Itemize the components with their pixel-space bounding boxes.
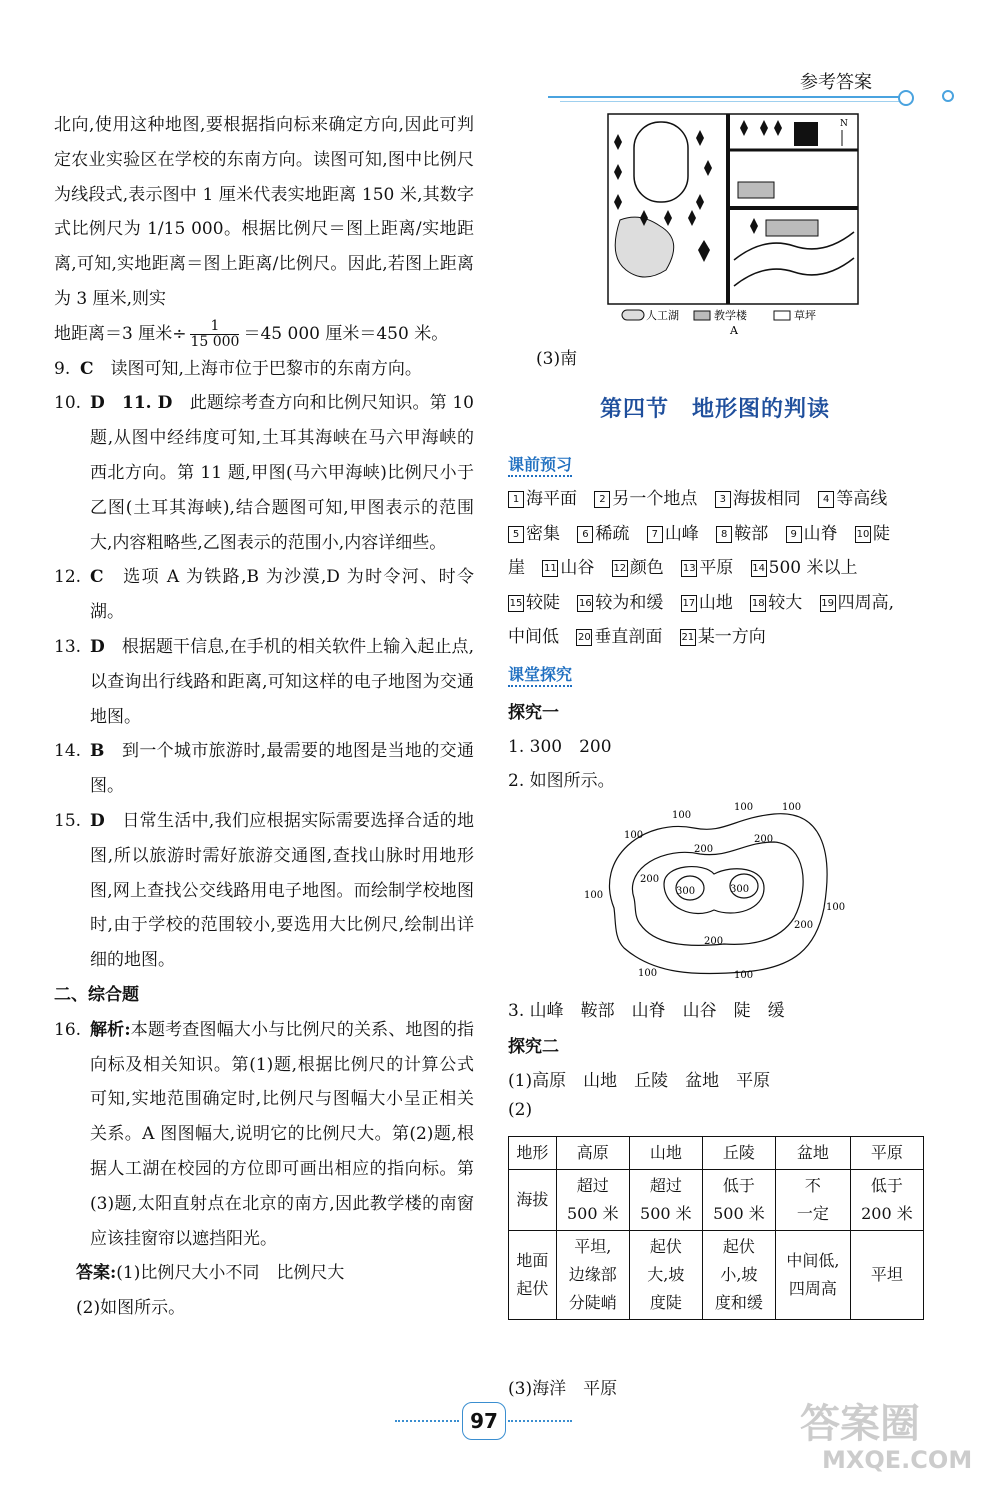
answer-body xyxy=(80,352,474,387)
contour-figure xyxy=(584,798,854,988)
section-title: 第四节 地形图的判读 xyxy=(600,396,831,422)
preview-number-box: 1 xyxy=(508,491,524,508)
preview-text: 密集 xyxy=(526,523,560,544)
table-cell: 超过 500 米 xyxy=(629,1170,702,1231)
watermark-logo: 答案圈 xyxy=(800,1401,920,1447)
table-cell: 平坦 xyxy=(850,1231,923,1320)
table-cell: 起伏 小,坡 度和缓 xyxy=(702,1231,775,1320)
tag-preview-label: 课前预习 xyxy=(508,452,572,477)
explore-two-q3: (3)海洋 平原 xyxy=(508,1379,618,1399)
preview-number-box: 17 xyxy=(681,595,697,612)
preview-text: 另一个地点 xyxy=(612,489,698,509)
answer-body xyxy=(90,630,474,734)
preview-item xyxy=(508,627,559,647)
answer-item xyxy=(54,734,474,804)
preview-text: 垂直剖面 xyxy=(594,627,663,648)
header-title: 参考答案 xyxy=(800,72,872,93)
header-rule-thin xyxy=(560,101,900,102)
explore-two-q2: (2) xyxy=(508,1100,533,1120)
preview-item xyxy=(647,524,699,544)
preview-item xyxy=(508,524,560,544)
table-cell: 海拔 xyxy=(509,1170,557,1231)
tag-explore-label: 课堂探究 xyxy=(508,662,572,687)
contour-label-100: 100 xyxy=(782,802,802,813)
answer-text: 此题综考查方向和比例尺知识。第 10 题,从图中经纬度可知,土耳其海峡在马六甲海峡的西北方向。第 11 题,甲图(马六甲海峡)比例尺小于乙图(土耳其海峡),结合题图可知,甲图表示的范围大,内容粗略些,乙图表示的范围小,内容详细些。 xyxy=(90,393,474,553)
preview-number-box: 4 xyxy=(818,491,834,508)
preview-item xyxy=(508,593,560,613)
legend-grass: 草坪 xyxy=(794,309,816,322)
preview-number-box: 10 xyxy=(855,526,871,543)
answer-line-1 xyxy=(54,1256,474,1291)
page-number: 97 xyxy=(462,1402,506,1440)
analysis-label: 解析: xyxy=(90,1019,131,1040)
answer-choice: B xyxy=(90,741,123,762)
analysis-text: 本题考查图幅大小与比例尺的关系、地图的指向标及相关知识。第(1)题,根据比例尺的计算公式可知,实地范围确定时,比例尺与图幅大小呈正相关关系。A 图图幅大,说明它的比例尺大。第(2)题,根据人工湖在校园的方位即可画出相应的指向标。第(3)题,太阳直射点在北京的南方,因此教学楼的南窗应该挂窗帘以遮挡阳光。 xyxy=(90,1019,475,1249)
answer-text: 根据题干信息,在手机的相关软件上输入起止点,以查询出行线路和距离,可知这样的电子地图为交通地图。 xyxy=(90,636,474,727)
preview-number-box: 11 xyxy=(542,560,558,577)
explore-one-q3: 3. 山峰 鞍部 山脊 山谷 陡 缓 xyxy=(508,1001,785,1021)
preview-item xyxy=(750,593,802,613)
preview-number-box: 12 xyxy=(612,560,628,577)
contour-label-100: 100 xyxy=(826,902,846,913)
table-cell: 起伏 大,坡 度陡 xyxy=(629,1231,702,1320)
preview-text: 山峰 xyxy=(664,523,699,544)
preview-item xyxy=(508,558,525,578)
preview-item xyxy=(715,489,801,509)
preview-number-box: 3 xyxy=(715,491,731,508)
preview-item xyxy=(818,489,887,509)
preview-number-box: 6 xyxy=(577,526,593,543)
north-label: N xyxy=(840,119,848,129)
preview-text: 稀疏 xyxy=(595,523,630,544)
figure-caption: A xyxy=(730,324,738,336)
preview-item xyxy=(786,524,838,544)
table-cell: 平坦, 边缘部 分陡峭 xyxy=(556,1231,629,1320)
contour-label-200: 200 xyxy=(704,936,724,947)
preview-text: 某一方向 xyxy=(697,627,766,648)
left-column xyxy=(54,108,474,1326)
preview-text: 较陡 xyxy=(526,592,560,613)
preview-number-box: 15 xyxy=(508,595,524,612)
contour-label-100: 100 xyxy=(734,970,754,981)
preview-item xyxy=(577,593,663,613)
paragraph-scale: 北向,使用这种地图,要根据指向标来确定方向,因此可判定农业实验区在学校的东南方向。读图可知,图中比例尺为线段式,表示图中 1 厘米代表实地距离 150 米,其数字式比例尺为 1/15 000。根据比例尺＝图上距离/实地距离,可知,实地距离＝图上距离/比例尺。因此,若图上距离为 3 厘米,则实 xyxy=(54,115,474,309)
contour-label-200: 200 xyxy=(754,834,774,845)
answer-text: 选项 A 为铁路,B 为沙漠,D 为时令河、时令湖。 xyxy=(90,567,474,623)
preview-number-box: 13 xyxy=(681,560,697,577)
preview-text: 等高线 xyxy=(836,489,888,509)
contour-label-200: 200 xyxy=(640,874,660,885)
table-header-row xyxy=(509,1137,924,1170)
equation-prefix: 地距离＝3 厘米÷ xyxy=(54,323,187,344)
preview-item xyxy=(594,489,697,509)
answer-text: 日常生活中,我们应根据实际需要选择合适的地图,所以旅游时需好旅游交通图,查找山脉时用地形图,网上查找公交线路用电子地图。而绘制学校地图时,由于学校的范围较小,要选用大比例尺,绘制出详细的地图。 xyxy=(90,810,474,971)
preview-text: 中间低 xyxy=(508,627,559,648)
answer-number: 15. xyxy=(54,810,82,831)
contour-label-100: 100 xyxy=(672,810,692,821)
answer-choice: D 11. D xyxy=(90,393,190,414)
preview-item xyxy=(751,558,858,578)
table-row xyxy=(509,1231,924,1320)
contour-label-200: 200 xyxy=(794,920,814,931)
header-dot xyxy=(898,90,914,106)
preview-number-box: 8 xyxy=(716,526,732,543)
preview-item xyxy=(820,593,894,613)
header-rule xyxy=(548,96,904,98)
answer-list xyxy=(54,352,474,978)
question-body xyxy=(90,1013,474,1257)
answer-3: (3)南 xyxy=(536,349,578,369)
preview-number-box: 21 xyxy=(680,629,696,646)
contour-label-100: 100 xyxy=(584,890,604,901)
preview-number-box: 2 xyxy=(594,491,610,508)
preview-item xyxy=(508,489,577,509)
preview-text: 山地 xyxy=(698,592,733,613)
watermark-url: MXQE.COM xyxy=(822,1446,973,1474)
tag-explore xyxy=(508,662,572,687)
preview-text: 500 米以上 xyxy=(768,558,858,579)
answer-label: 答案: xyxy=(76,1263,117,1284)
preview-item xyxy=(855,524,890,544)
contour-label-100: 100 xyxy=(638,968,658,979)
preview-item xyxy=(680,627,766,647)
answer-choice: D xyxy=(90,810,123,831)
preview-item xyxy=(681,558,733,578)
preview-number-box: 19 xyxy=(820,595,836,612)
preview-number-box: 16 xyxy=(577,595,593,612)
table-cell: 山地 xyxy=(629,1137,702,1170)
answer-text-1: (1)比例尺大小不同 比例尺大 xyxy=(116,1263,345,1284)
preview-item xyxy=(542,558,594,578)
preview-item xyxy=(716,524,768,544)
answer-body xyxy=(90,386,474,560)
explore-one: 探究一 xyxy=(508,703,559,723)
table-cell: 高原 xyxy=(556,1137,629,1170)
table-cell: 地形 xyxy=(509,1137,557,1170)
preview-item xyxy=(612,558,664,578)
explore-two: 探究二 xyxy=(508,1037,559,1057)
preview-text: 较为和缓 xyxy=(595,592,664,613)
fraction-denominator: 15 000 xyxy=(190,333,240,350)
legend-lake: 人工湖 xyxy=(646,309,679,322)
preview-text: 山脊 xyxy=(803,523,838,544)
preview-answers xyxy=(508,482,928,655)
answer-body xyxy=(90,560,474,630)
preview-text: 颜色 xyxy=(629,558,664,579)
preview-number-box: 20 xyxy=(576,629,592,646)
contour-label-300: 300 xyxy=(676,886,696,897)
question-16 xyxy=(54,1013,474,1257)
answer-line-2: (2)如图所示。 xyxy=(76,1298,186,1319)
preview-text: 崖 xyxy=(508,558,525,579)
answer-number: 12. xyxy=(54,567,82,588)
table-row xyxy=(509,1170,924,1231)
campus-map-figure xyxy=(604,110,864,336)
table-cell: 盆地 xyxy=(775,1137,850,1170)
answer-item xyxy=(54,804,474,978)
paragraph-equation xyxy=(54,317,474,352)
answer-number: 10. xyxy=(54,393,82,414)
footer-dots-right xyxy=(508,1420,572,1422)
contour-label-100: 100 xyxy=(624,830,644,841)
footer-dots-left xyxy=(395,1420,459,1422)
answer-choice: C xyxy=(90,567,124,588)
answer-item xyxy=(54,630,474,734)
preview-number-box: 14 xyxy=(751,560,767,577)
answer-item xyxy=(54,352,474,387)
answer-choice: D xyxy=(90,636,122,657)
tag-preview xyxy=(508,452,572,477)
fraction xyxy=(190,319,239,350)
table-cell: 低于 200 米 xyxy=(850,1170,923,1231)
answer-number: 14. xyxy=(54,741,82,762)
section-heading: 二、综合题 xyxy=(54,984,139,1005)
preview-item xyxy=(681,593,733,613)
answer-item xyxy=(54,560,474,630)
table-cell: 超过 500 米 xyxy=(556,1170,629,1231)
question-number: 16. xyxy=(54,1019,82,1040)
answer-item xyxy=(54,386,474,560)
explore-one-q1: 1. 300 200 xyxy=(508,737,612,757)
preview-text: 陡 xyxy=(873,523,891,544)
preview-text: 鞍部 xyxy=(734,523,769,544)
preview-number-box: 5 xyxy=(508,526,524,543)
preview-text: 四周高, xyxy=(837,592,895,613)
preview-number-box: 9 xyxy=(786,526,802,543)
contour-label-200: 200 xyxy=(694,844,714,855)
preview-text: 海平面 xyxy=(526,489,577,509)
preview-number-box: 18 xyxy=(750,595,766,612)
preview-text: 海拔相同 xyxy=(732,489,801,509)
preview-text: 山谷 xyxy=(560,558,595,579)
preview-item xyxy=(577,524,629,544)
table-cell: 平原 xyxy=(850,1137,923,1170)
table-cell: 地面 起伏 xyxy=(509,1231,557,1320)
contour-label-300: 300 xyxy=(730,884,750,895)
explore-two-q1: (1)高原 山地 丘陵 盆地 平原 xyxy=(508,1071,771,1091)
answer-body xyxy=(90,734,474,804)
preview-text: 较大 xyxy=(768,592,803,613)
answer-text: 读图可知,上海市位于巴黎市的东南方向。 xyxy=(110,358,422,379)
explore-one-q2: 2. 如图所示。 xyxy=(508,771,615,791)
answer-number: 9. xyxy=(54,358,71,379)
answer-text: 到一个城市旅游时,最需要的地图是当地的交通图。 xyxy=(90,741,474,797)
equation-suffix: ＝45 000 厘米＝450 米。 xyxy=(243,323,449,344)
preview-number-box: 7 xyxy=(647,526,663,543)
header-dot-small xyxy=(942,90,954,102)
answer-choice: C xyxy=(80,358,111,379)
fraction-numerator: 1 xyxy=(190,319,239,335)
table-cell: 低于 500 米 xyxy=(702,1170,775,1231)
answer-number: 13. xyxy=(54,636,82,657)
table-cell: 中间低, 四周高 xyxy=(775,1231,850,1320)
table-cell: 不 一定 xyxy=(775,1170,850,1231)
preview-text: 平原 xyxy=(699,558,734,579)
preview-item xyxy=(576,627,662,647)
terrain-table xyxy=(508,1136,924,1320)
table-cell: 丘陵 xyxy=(702,1137,775,1170)
legend-building: 教学楼 xyxy=(714,309,747,322)
answer-body xyxy=(90,804,474,978)
contour-label-100: 100 xyxy=(734,802,754,813)
